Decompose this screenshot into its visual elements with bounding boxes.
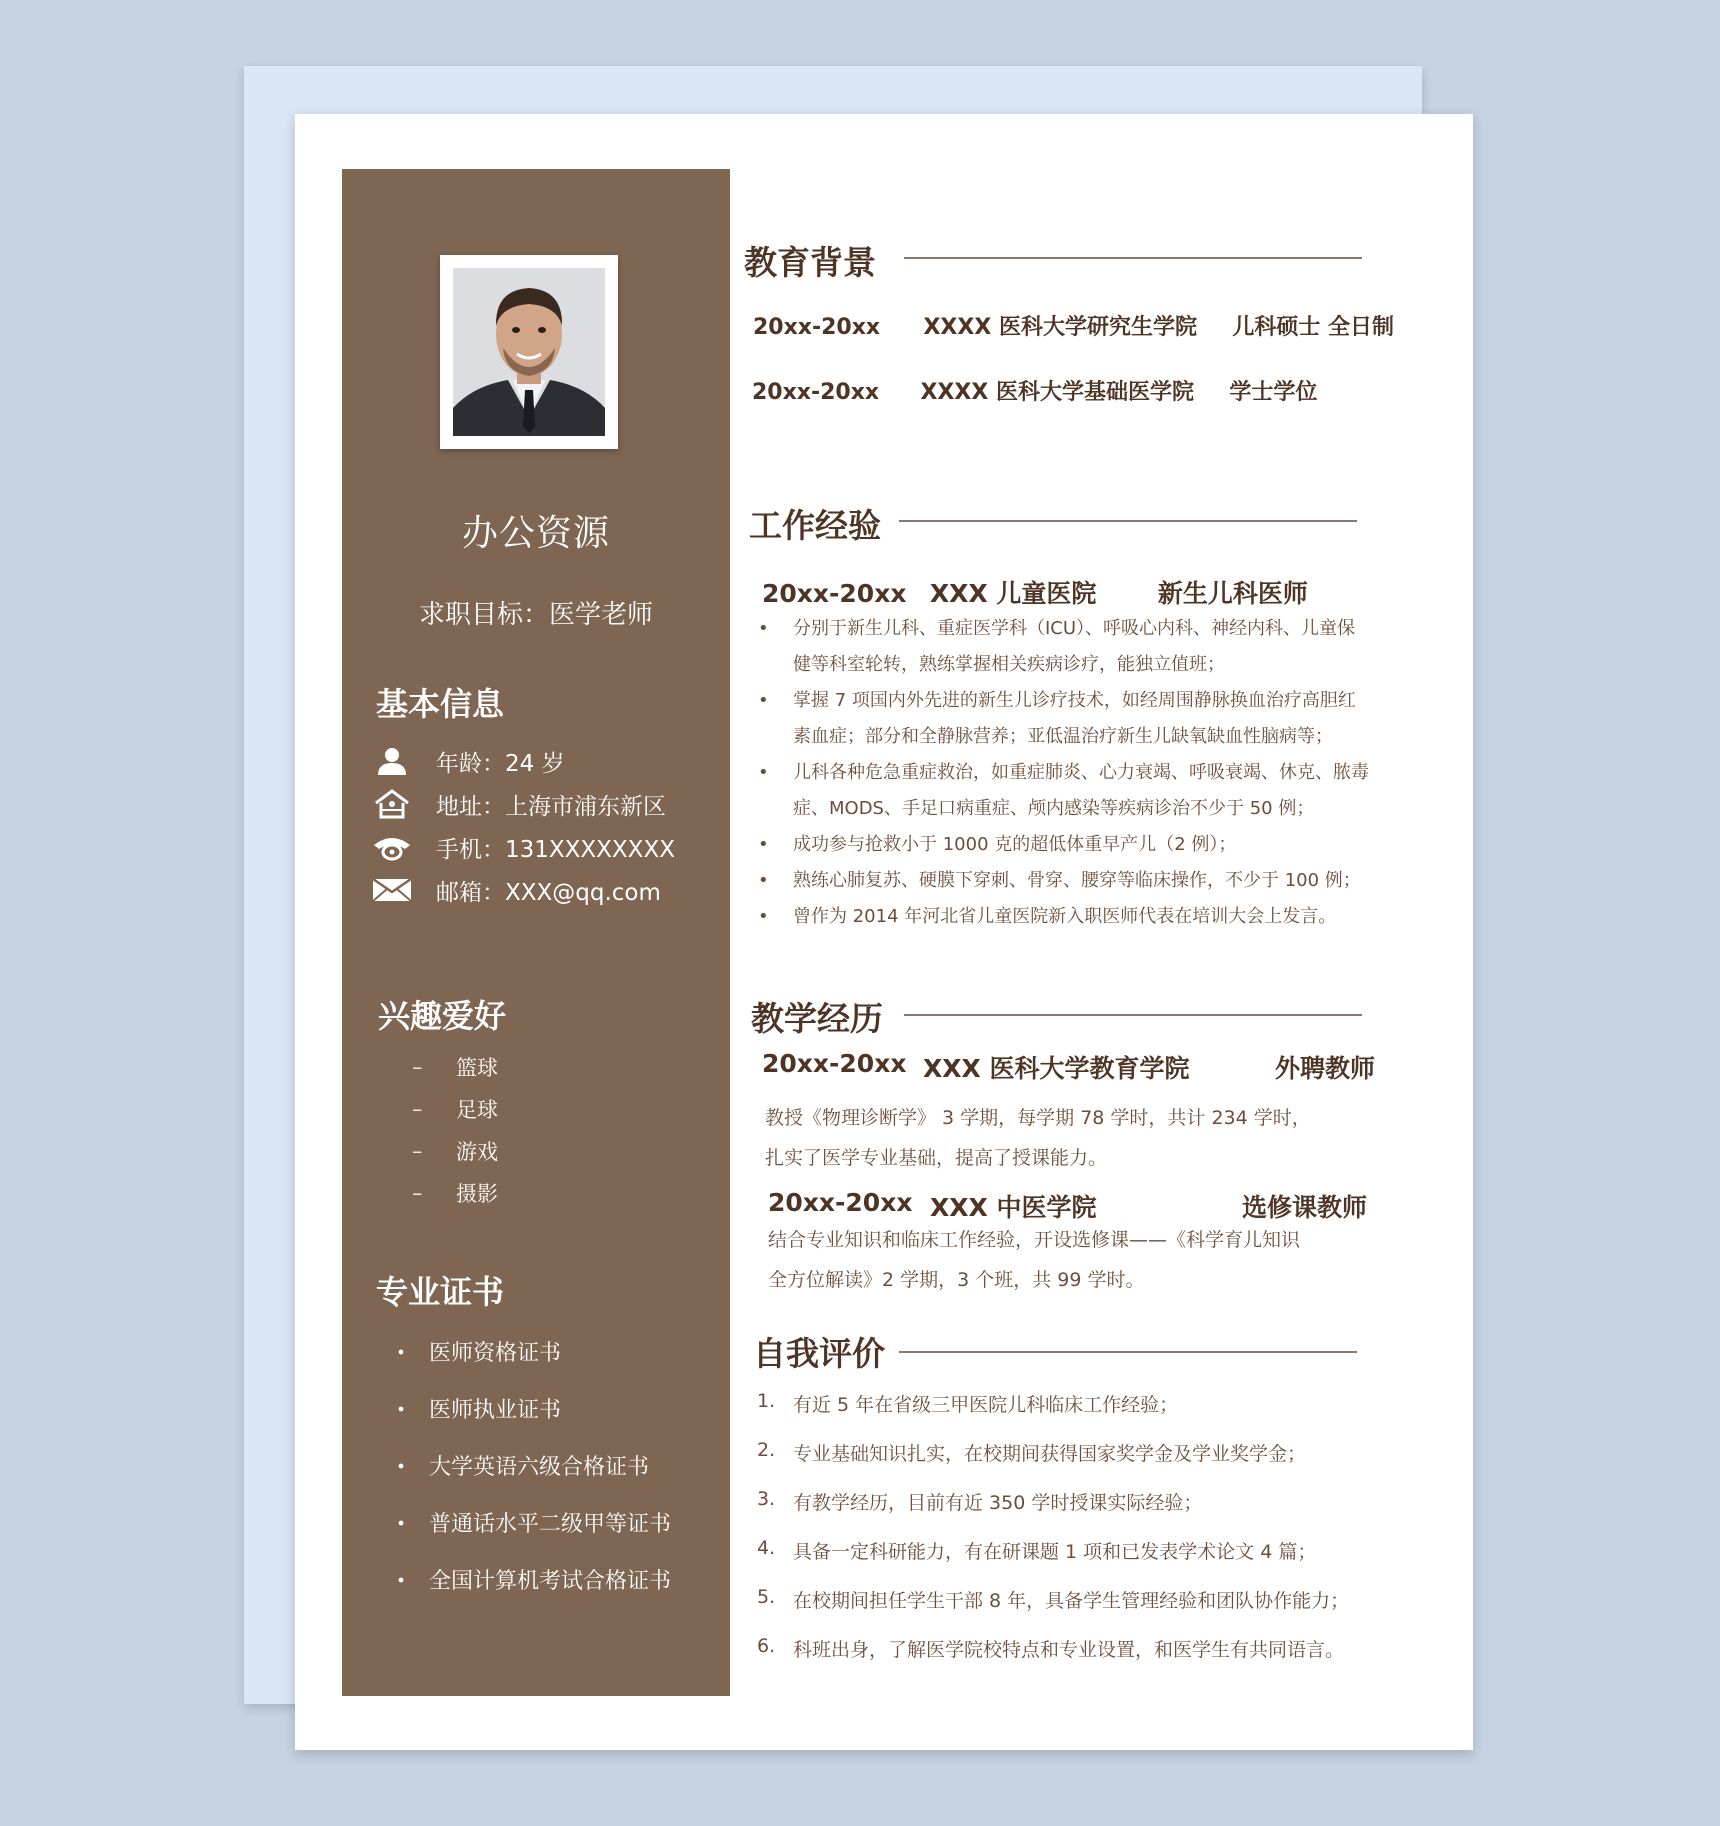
section-divider [899, 520, 1357, 522]
teaching-line: 教授《物理诊断学》 3 学期，每学期 78 学时，共计 234 学时， [765, 1107, 1311, 1129]
teaching-desc-2 [768, 1220, 1300, 1300]
hobby-dash: – [412, 1181, 423, 1205]
self-eval-item [757, 1586, 1349, 1613]
certificate-item [397, 1507, 671, 1538]
info-age-text: 年龄：24 岁 [436, 750, 565, 777]
teaching-role-2: 选修课教师 [1242, 1193, 1368, 1222]
info-age [372, 744, 565, 778]
teaching-org-1: XXX 医科大学教育学院 [923, 1054, 1190, 1083]
work-bullet: • 分别于新生儿科、重症医学科（ICU）、呼吸心内科、神经内科、儿童保健等科室轮转，熟练掌握相关疾病诊疗，能独立值班； [752, 611, 1372, 683]
section-divider [899, 1351, 1357, 1353]
self-eval-item [757, 1537, 1316, 1564]
item-text: 具备一定科研能力，有在研课题 1 项和已发表学术论文 4 篇； [793, 1541, 1317, 1563]
profile-photo [453, 268, 605, 436]
hobby-item [412, 1136, 498, 1166]
certificates-title: 专业证书 [376, 1273, 505, 1311]
hobby-dash: – [412, 1139, 423, 1163]
certificate-label: 全国计算机考试合格证书 [429, 1569, 672, 1594]
teaching-line: 结合专业知识和临床工作经验，开设选修课——《科学育儿知识 [768, 1229, 1301, 1251]
education-degree: 儿科硕士 全日制 [1232, 315, 1394, 340]
teaching-org-2: XXX 中医学院 [930, 1193, 1097, 1222]
work-bullet: • 曾作为 2014 年河北省儿童医院新入职医师代表在培训大会上发言。 [752, 899, 1372, 935]
bullet-dot [399, 1577, 404, 1582]
certificate-label: 大学英语六级合格证书 [429, 1455, 650, 1480]
work-bullet: • 成功参与抢救小于 1000 克的超低体重早产儿（2 例）； [752, 827, 1372, 863]
teaching-header-2 [768, 1188, 912, 1217]
hobby-item [412, 1094, 498, 1124]
education-school: XXXX 医科大学基础医学院 [920, 380, 1194, 405]
info-email [372, 873, 661, 907]
work-header [762, 574, 1308, 610]
candidate-name: 办公资源 [461, 513, 610, 554]
hobby-item [412, 1052, 498, 1082]
teaching-period: 20xx-20xx [768, 1188, 913, 1217]
education-row-1 [753, 310, 1394, 341]
hobbies-title: 兴趣爱好 [378, 997, 507, 1035]
certificate-label: 医师资格证书 [429, 1341, 562, 1366]
work-role: 新生儿科医师 [1157, 579, 1308, 608]
teaching-line: 扎实了医学专业基础，提高了授课能力。 [765, 1147, 1108, 1169]
item-text: 科班出身，了解医学院校特点和专业设置，和医学生有共同语言。 [793, 1639, 1345, 1661]
bullet-dot [399, 1406, 404, 1411]
work-bullet: • 熟练心肺复苏、硬膜下穿刺、骨穿、腰穿等临床操作，不少于 100 例； [752, 863, 1372, 899]
certificate-label: 医师执业证书 [429, 1398, 562, 1423]
education-school: XXXX 医科大学研究生学院 [923, 315, 1197, 340]
certificate-label: 普通话水平二级甲等证书 [429, 1512, 672, 1537]
home-icon [372, 789, 412, 819]
education-title: 教育背景 [744, 243, 876, 282]
info-address [372, 787, 666, 821]
teaching-line: 全方位解读》2 学期，3 个班，共 99 学时。 [768, 1269, 1145, 1291]
certificate-item [397, 1450, 649, 1481]
bullet-dot [399, 1463, 404, 1468]
item-number: 4. [757, 1537, 776, 1559]
teaching-header-1 [762, 1049, 906, 1078]
certificate-item [397, 1564, 671, 1595]
certificate-item [397, 1393, 561, 1424]
info-address-text: 地址：上海市浦东新区 [436, 793, 666, 820]
hobby-label: 游戏 [456, 1140, 498, 1164]
self-eval-item [757, 1635, 1344, 1662]
teaching-title: 教学经历 [751, 999, 883, 1038]
self-eval-item [757, 1390, 1178, 1417]
bullet-dot [399, 1520, 404, 1525]
work-bullet: • 掌握 7 项国内外先进的新生儿诊疗技术，如经周围静脉换血治疗高胆红素血症；部分和全静脉营养；亚低温治疗新生儿缺氧缺血性脑病等； [752, 683, 1372, 755]
certificate-item [397, 1336, 561, 1367]
item-number: 5. [757, 1586, 776, 1608]
profile-photo-frame [440, 255, 618, 449]
basic-info-title: 基本信息 [376, 685, 505, 723]
item-text: 专业基础知识扎实，在校期间获得国家奖学金及学业奖学金； [793, 1443, 1307, 1465]
work-title: 工作经验 [749, 506, 881, 545]
teaching-period: 20xx-20xx [762, 1049, 907, 1078]
info-phone-text: 手机：131XXXXXXXX [436, 836, 675, 863]
item-number: 6. [757, 1635, 776, 1657]
hobby-label: 摄影 [456, 1182, 498, 1206]
education-row-2 [752, 375, 1317, 406]
item-number: 3. [757, 1488, 776, 1510]
item-text: 有教学经历，目前有近 350 学时授课实际经验； [793, 1492, 1203, 1514]
hobby-dash: – [412, 1055, 423, 1079]
mail-icon [372, 875, 412, 905]
section-divider [904, 257, 1362, 259]
education-period: 20xx-20xx [752, 380, 880, 405]
work-bullet-list [752, 611, 1372, 935]
teaching-role-1: 外聘教师 [1275, 1054, 1376, 1083]
hobby-label: 篮球 [456, 1056, 498, 1080]
education-period: 20xx-20xx [753, 315, 881, 340]
work-period: 20xx-20xx [762, 579, 907, 608]
hobby-label: 足球 [456, 1098, 498, 1122]
phone-icon [372, 832, 412, 862]
work-org: XXX 儿童医院 [929, 579, 1097, 608]
self-eval-item [757, 1439, 1306, 1466]
section-divider [904, 1014, 1362, 1016]
sidebar [342, 169, 730, 1696]
teaching-desc-1 [765, 1098, 1311, 1178]
info-email-text: 邮箱：XXX@qq.com [436, 879, 661, 906]
info-phone [372, 830, 675, 864]
work-bullet: • 儿科各种危急重症救治，如重症肺炎、心力衰竭、呼吸衰竭、休克、脓毒症、MODS、手足口病重症、颅内感染等疾病诊治不少于 50 例； [752, 755, 1372, 827]
item-text: 有近 5 年在省级三甲医院儿科临床工作经验； [793, 1394, 1179, 1416]
education-degree: 学士学位 [1229, 380, 1318, 405]
item-text: 在校期间担任学生干部 8 年，具备学生管理经验和团队协作能力； [793, 1590, 1350, 1612]
job-objective: 求职目标：医学老师 [418, 600, 653, 630]
self-eval-item [757, 1488, 1202, 1515]
hobby-dash: – [412, 1097, 423, 1121]
self-eval-title: 自我评价 [753, 1334, 885, 1373]
bullet-dot [399, 1349, 404, 1354]
person-icon [372, 746, 412, 776]
hobby-item [412, 1178, 498, 1208]
item-number: 1. [757, 1390, 776, 1412]
item-number: 2. [757, 1439, 776, 1461]
